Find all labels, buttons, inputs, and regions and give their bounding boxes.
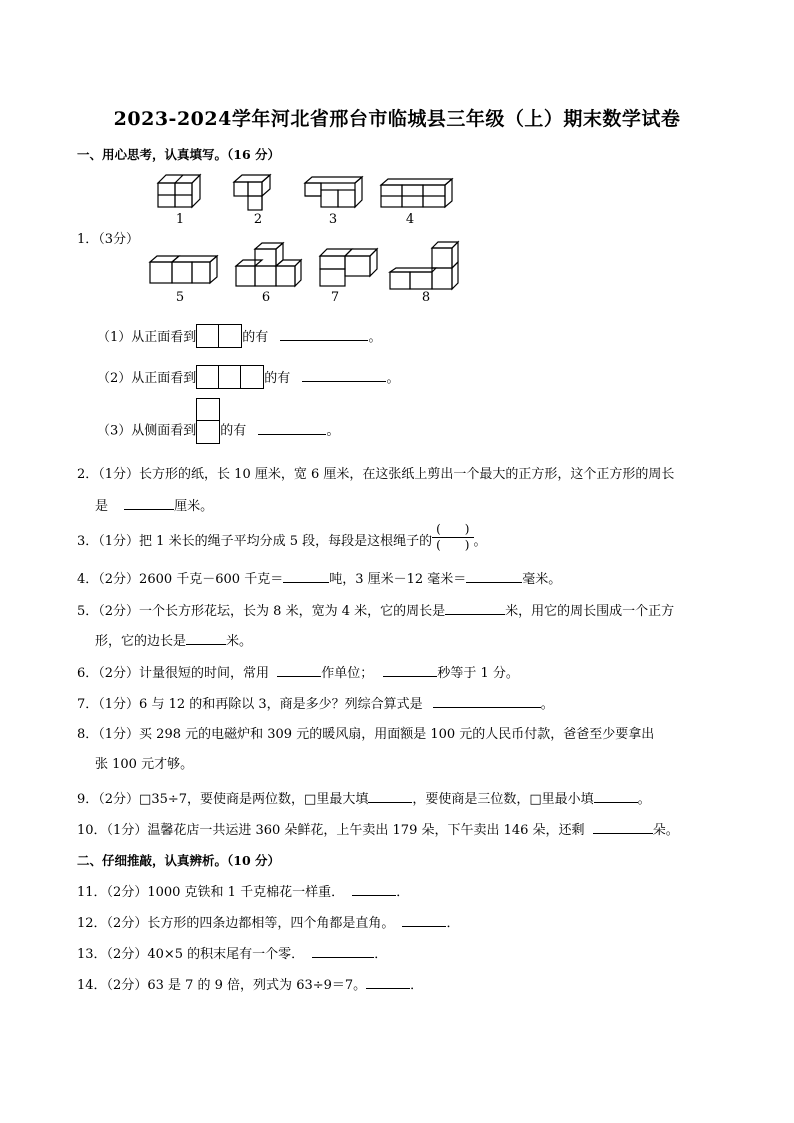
q6-answer-blank-2[interactable]	[383, 662, 437, 677]
question-3	[77, 522, 487, 553]
cube-figure-5	[150, 256, 217, 283]
figure-label-6: 6	[261, 290, 271, 305]
q2-text: 是	[95, 499, 109, 514]
q5-text-b: 米，用它的周长围成一个正方	[505, 604, 675, 619]
question-1-prefix: 1．（3分）	[77, 232, 140, 247]
question-9	[77, 788, 651, 810]
q6-text-b: 作单位；	[321, 666, 374, 681]
q3-text: 3．（1分）把 1 米长的绳子平均分成 5 段，每段是这根绳子的	[77, 534, 433, 549]
q4-text-b: 吨，3 厘米－12 毫米＝	[329, 572, 467, 587]
q1-sub2-text2: 的有	[264, 371, 291, 386]
q5-answer-blank-1[interactable]	[445, 600, 505, 615]
q6-text-a: 6．（2分）计量很短的时间，常用	[77, 666, 270, 681]
q3-fraction-blank[interactable]	[432, 522, 473, 553]
question-14	[77, 974, 423, 996]
cube-figure-3	[305, 177, 362, 207]
q9-answer-blank-2[interactable]	[594, 788, 638, 803]
q1-sub3	[97, 418, 339, 444]
view-two-squares-icon	[196, 324, 242, 348]
question-11	[77, 881, 409, 903]
q12-answer-blank[interactable]	[402, 912, 446, 927]
q1-sub1	[97, 326, 381, 348]
question-5-line1	[77, 600, 674, 622]
cube-figure-4	[381, 179, 452, 207]
cube-figure-1	[158, 175, 200, 207]
q7-text-b: 。	[540, 697, 554, 712]
q1-sub3-answer-blank[interactable]	[258, 420, 326, 435]
q9-text-c: 。	[637, 792, 651, 807]
q4-text-a: 4．（2分）2600 千克－600 千克＝	[77, 572, 284, 587]
q3-denominator: ( )	[436, 538, 470, 552]
q1-sub1-text: （1）从正面看到	[97, 330, 197, 345]
q1-sub1-end: 。	[368, 330, 382, 345]
q2-answer-blank[interactable]	[124, 495, 174, 510]
question-2-line1: 2．（1分）长方形的纸，长 10 厘米，宽 6 厘米，在这张纸上剪出一个最大的正方形，这个正方形的周长	[77, 467, 675, 482]
q9-text-a: 9．（2分）□35÷7，要使商是两位数，□里最大填	[77, 792, 369, 807]
section-2-heading: 二、仔细推敲，认真辨析。（10 分）	[77, 853, 280, 868]
q9-answer-blank-1[interactable]	[368, 788, 412, 803]
question-13	[77, 943, 387, 965]
view-three-squares-icon	[196, 365, 264, 389]
cube-figure-7	[320, 249, 377, 286]
question-8-line2: 张 100 元才够。	[95, 757, 194, 772]
q5-answer-blank-2[interactable]	[186, 630, 226, 645]
figure-label-8: 8	[421, 290, 431, 305]
q6-text-c: 秒等于 1 分。	[437, 666, 519, 681]
q4-answer-blank-1[interactable]	[283, 568, 329, 583]
figure-label-7: 7	[330, 290, 340, 305]
question-12	[77, 912, 459, 934]
q5-text-a: 5．（2分）一个长方形花坛，长为 8 米，宽为 4 米，它的周长是	[77, 604, 446, 619]
q11-end: ．	[396, 885, 410, 900]
question-10	[77, 819, 679, 841]
q3-numerator: ( )	[432, 522, 473, 538]
q10-answer-blank[interactable]	[593, 819, 653, 834]
q5-text-d: 米。	[226, 634, 253, 649]
q7-text-a: 7．（1分）6 与 12 的和再除以 3，商是多少？列综合算式是	[77, 697, 423, 712]
q11-text: 11．（2分）1000 克铁和 1 千克棉花一样重．	[77, 885, 345, 900]
q1-sub3-text: （3）从侧面看到	[97, 423, 197, 439]
question-6	[77, 662, 519, 684]
q1-sub2-text: （2）从正面看到	[97, 371, 197, 386]
page-title: 2023-2024学年河北省邢台市临城县三年级（上）期末数学试卷	[113, 108, 681, 130]
q13-answer-blank[interactable]	[312, 943, 374, 958]
figure-label-4: 4	[405, 212, 415, 227]
q10-text-a: 10．（1分）温馨花店一共运进 360 朵鲜花，上午卖出 179 朵，下午卖出 146 朵，还剩	[77, 823, 585, 838]
q14-end: ．	[410, 978, 424, 993]
figure-label-1: 1	[175, 212, 185, 227]
q4-answer-blank-2[interactable]	[466, 568, 522, 583]
question-8-line1: 8．（1分）买 298 元的电磁炉和 309 元的暖风扇，用面额是 100 元的人民币付款，爸爸至少要拿出	[77, 727, 655, 742]
cube-figure-8	[390, 242, 458, 289]
q3-end: 。	[473, 534, 487, 549]
q11-answer-blank[interactable]	[352, 881, 396, 896]
q1-sub2	[97, 367, 399, 389]
q10-text-b: 朵。	[652, 823, 679, 838]
q4-text-c: 毫米。	[522, 572, 562, 587]
question-4	[77, 568, 561, 590]
question-2-line2	[95, 495, 213, 517]
q13-text: 13．（2分）40×5 的积末尾有一个零．	[77, 947, 305, 962]
question-7	[77, 693, 554, 715]
q5-text-c: 形，它的边长是	[95, 634, 187, 649]
figure-label-2: 2	[253, 212, 263, 227]
q2-unit: 厘米。	[174, 499, 214, 514]
view-stacked-squares-icon	[196, 398, 220, 444]
q1-sub2-answer-blank[interactable]	[302, 367, 386, 382]
cube-figure-2	[234, 175, 270, 210]
q9-text-b: ，要使商是三位数，□里最小填	[412, 792, 594, 807]
q1-sub3-text2: 的有	[220, 423, 247, 439]
q7-answer-blank[interactable]	[433, 693, 541, 708]
q1-sub1-text2: 的有	[242, 330, 269, 345]
q6-answer-blank-1[interactable]	[277, 662, 321, 677]
figure-label-5: 5	[175, 290, 185, 305]
q12-end: ．	[446, 916, 460, 931]
q1-sub3-end: 。	[326, 423, 340, 439]
q14-text: 14．（2分）63 是 7 的 9 倍，列式为 63÷9＝7。	[77, 978, 367, 993]
figure-label-3: 3	[328, 212, 338, 227]
q12-text: 12．（2分）长方形的四条边都相等，四个角都是直角。	[77, 916, 395, 931]
cube-figure-6	[236, 243, 301, 286]
section-1-heading: 一、用心思考，认真填写。（16 分）	[77, 147, 280, 162]
q13-end: ．	[374, 947, 388, 962]
q1-sub1-answer-blank[interactable]	[280, 326, 368, 341]
q1-sub2-end: 。	[386, 371, 400, 386]
q14-answer-blank[interactable]	[366, 974, 410, 989]
question-5-line2	[95, 630, 252, 652]
